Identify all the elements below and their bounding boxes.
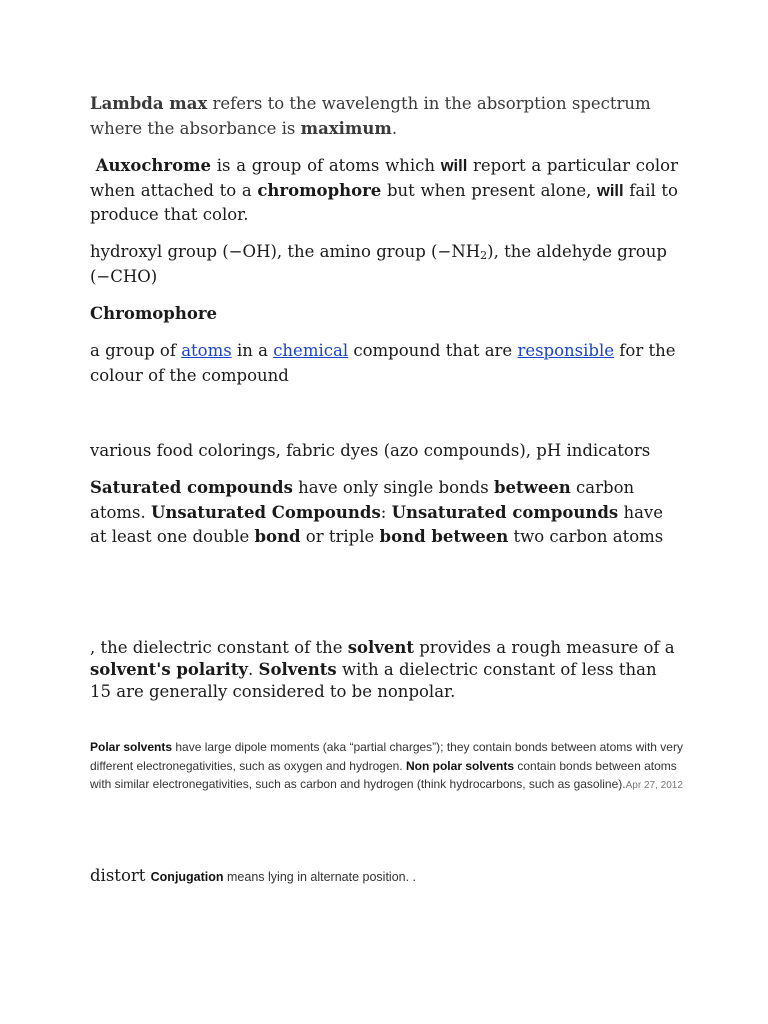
chemical-link[interactable]: chemical: [273, 341, 349, 360]
atoms-link[interactable]: atoms: [181, 341, 232, 360]
chromophore-heading: Chromophore: [90, 304, 218, 323]
responsible-link[interactable]: responsible: [517, 341, 615, 360]
polar-solvents-paragraph: Polar solvents have large dipole moments (aka “partial charges”); they contain bonds between atoms with very different electronegativities, such as oxygen and hydrogen. Non polar solvents contain bonds between atoms with similar electronegativities, such as carbon and hydrogen (think hydrocarbons, such as gasoline).Apr 27, 2012: [90, 740, 683, 791]
lambda-max-term: Lambda max: [90, 94, 208, 113]
dielectric-paragraph: , the dielectric constant of the solvent provides a rough measure of a solvent's polarity. Solvents with a dielectric constant of less than 15 are generally considered to be nonpolar.: [90, 638, 675, 701]
lambda-max-paragraph: Lambda max refers to the wavelength in the absorption spectrum where the absorbance is maximum.: [90, 94, 651, 138]
functional-groups-paragraph: hydroxyl group (−OH), the amino group $(-NH_2)$, the aldehyde group (−CHO): [90, 242, 667, 286]
chromophore-term: chromophore: [257, 180, 382, 200]
auxochrome-term: Auxochrome: [95, 156, 212, 175]
maximum-term: maximum: [300, 118, 392, 138]
chromophore-definition: a group of atoms in a chemical compound that are responsible for the colour of the compound: [90, 341, 676, 385]
conjugation-paragraph: distort Conjugation means lying in alternate position. .: [90, 866, 417, 885]
date-stamp: Apr 27, 2012: [625, 780, 683, 791]
saturated-paragraph: Saturated compounds have only single bonds between carbon atoms. Unsaturated Compounds: Unsaturated compounds have at least one double bond or triple bond between two carbon atoms: [90, 478, 664, 546]
auxochrome-paragraph: Auxochrome is a group of atoms which will report a particular color when attached to a chromophore but when present alone, will fail to produce that color.: [90, 156, 678, 224]
examples-paragraph: various food colorings, fabric dyes (azo compounds), pH indicators: [90, 441, 651, 460]
